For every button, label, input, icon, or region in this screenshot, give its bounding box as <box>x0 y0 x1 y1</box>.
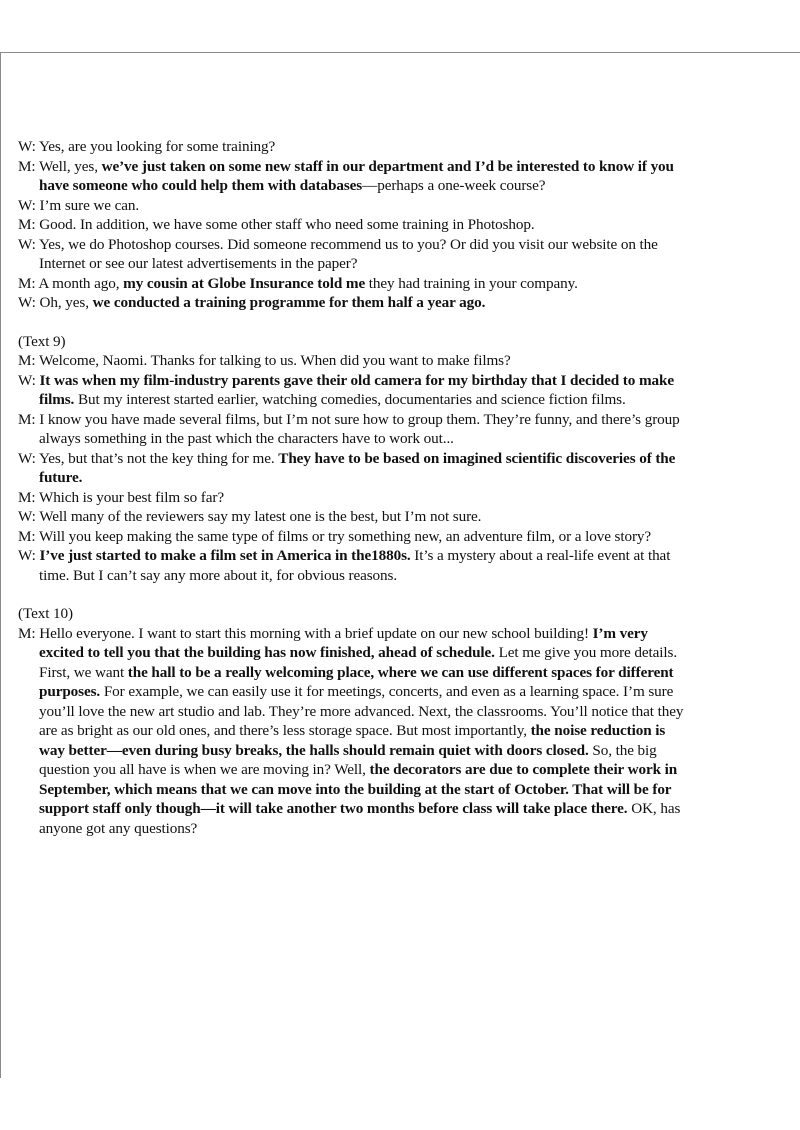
line-text: OK, has anyone got any questions? <box>39 800 681 837</box>
emphasized-text: They have to be based on imagined scientific discoveries of the future. <box>39 449 676 486</box>
dialogue-line <box>18 410 693 449</box>
dialogue-line <box>18 488 693 508</box>
left-border-line <box>0 52 1 1078</box>
line-text: Welcome, Naomi. Thanks for talking to us. When did you want to make films? <box>38 352 511 369</box>
dialogue-line <box>18 449 693 488</box>
dialogue-line <box>18 507 693 527</box>
dialogue-section-8 <box>18 137 693 313</box>
dialogue-line <box>18 351 693 371</box>
dialogue-line <box>18 371 693 410</box>
emphasized-text: the decorators are due to complete their work in September, which means that we can move into the building at the start of October. That will be for support staff only though—it will take another two months before class will take place there. <box>39 761 678 817</box>
text10-heading: (Text 10) <box>18 605 73 622</box>
line-text: Oh, yes, <box>39 294 93 311</box>
line-text: But my interest started earlier, watching comedies, documentaries and science fiction films. <box>74 391 626 408</box>
speaker-label: M: <box>18 352 39 369</box>
emphasized-text: my cousin at Globe Insurance told me <box>123 274 366 292</box>
line-text: I’m sure we can. <box>39 196 140 214</box>
emphasized-text: I’ve just started to make a film set in America in the1880s. <box>39 547 411 564</box>
speaker-label: M: <box>18 216 40 233</box>
dialogue-line <box>18 274 693 294</box>
line-text: —perhaps a one-week course? <box>362 177 546 194</box>
speaker-label: M: <box>18 410 40 428</box>
speaker-label: W: <box>18 138 39 155</box>
speaker-label: W: <box>18 294 40 311</box>
emphasized-text: It was when my film-industry parents gave their old camera for my birthday that I decided to make films. <box>39 371 674 408</box>
line-text: Let me give you more details. First, we want <box>39 644 678 681</box>
speaker-label: W: <box>18 196 40 214</box>
text9-heading: (Text 9) <box>18 332 66 350</box>
speaker-label: M: <box>18 157 39 175</box>
line-text: Hello everyone. I want to start this morning with a brief update on our new school building! <box>39 624 593 642</box>
line-text: Well, yes, <box>38 157 102 175</box>
dialogue-line <box>18 527 693 547</box>
emphasized-text: we conducted a training programme for them half a year ago. <box>92 294 486 311</box>
emphasized-text: we’ve just taken on some new staff in our department and I’d be interested to know if you have someone who could help them with databases <box>39 157 674 194</box>
transcript-page <box>18 137 693 838</box>
line-text: I know you have made several films, but I’m not sure how to group them. They’re funny, and there’s group always something in the past which the characters have to work out... <box>39 410 680 447</box>
dialogue-line <box>18 235 693 274</box>
speaker-label: W: <box>18 449 39 467</box>
line-text: Yes, but that’s not the key thing for me. <box>38 449 279 467</box>
speaker-label: M: <box>18 274 39 292</box>
speaker-label: W: <box>18 371 40 389</box>
line-text: Which is your best film so far? <box>38 488 224 506</box>
dialogue-line <box>18 137 693 157</box>
speaker-label: M: <box>18 624 40 642</box>
dialogue-line <box>18 157 693 196</box>
dialogue-line <box>18 215 693 235</box>
dialogue-line <box>18 546 693 585</box>
speaker-label: W: <box>18 235 39 253</box>
dialogue-line <box>18 624 693 839</box>
monologue-section-10 <box>18 624 693 839</box>
line-text: Well many of the reviewers say my latest one is the best, but I’m not sure. <box>39 508 482 525</box>
line-text: It’s a mystery about a real-life event at that time. But I can’t say any more about it, for obvious reasons. <box>39 547 671 584</box>
dialogue-line <box>18 196 693 216</box>
speaker-label: W: <box>18 508 40 525</box>
line-text: they had training in your company. <box>365 274 578 292</box>
speaker-label: W: <box>18 547 40 564</box>
line-text: Yes, we do Photoshop courses. Did someone recommend us to you? Or did you visit our website on the Internet or see our latest advertisements in the paper? <box>38 235 658 272</box>
emphasized-text: I’m very excited to tell you that the building has now finished, ahead of schedule. <box>39 624 648 661</box>
line-text: For example, we can easily use it for meetings, concerts, and even as a learning space. I’m sure you’ll love the new art studio and lab. They’re more advanced. Next, the classrooms. You’ll notice that they are as bright as our old ones, and there’s less storage space. But most importantly, <box>39 683 684 739</box>
line-text: So, the big question you all have is when we are moving in? Well, <box>39 741 657 778</box>
speaker-label: M: <box>18 527 39 545</box>
line-text: Good. In addition, we have some other staff who need some training in Photoshop. <box>39 216 535 233</box>
line-text: Will you keep making the same type of films or try something new, an adventure film, or a love story? <box>38 527 652 545</box>
speaker-label: M: <box>18 488 39 506</box>
line-text: A month ago, <box>38 274 124 292</box>
dialogue-section-9 <box>18 351 693 585</box>
dialogue-line <box>18 293 693 313</box>
top-border-line <box>0 52 800 53</box>
line-text: Yes, are you looking for some training? <box>38 138 276 155</box>
emphasized-text: the hall to be a really welcoming place, where we can use different spaces for different purposes. <box>39 663 674 700</box>
emphasized-text: the noise reduction is way better—even during busy breaks, the halls should remain quiet with doors closed. <box>39 722 666 759</box>
